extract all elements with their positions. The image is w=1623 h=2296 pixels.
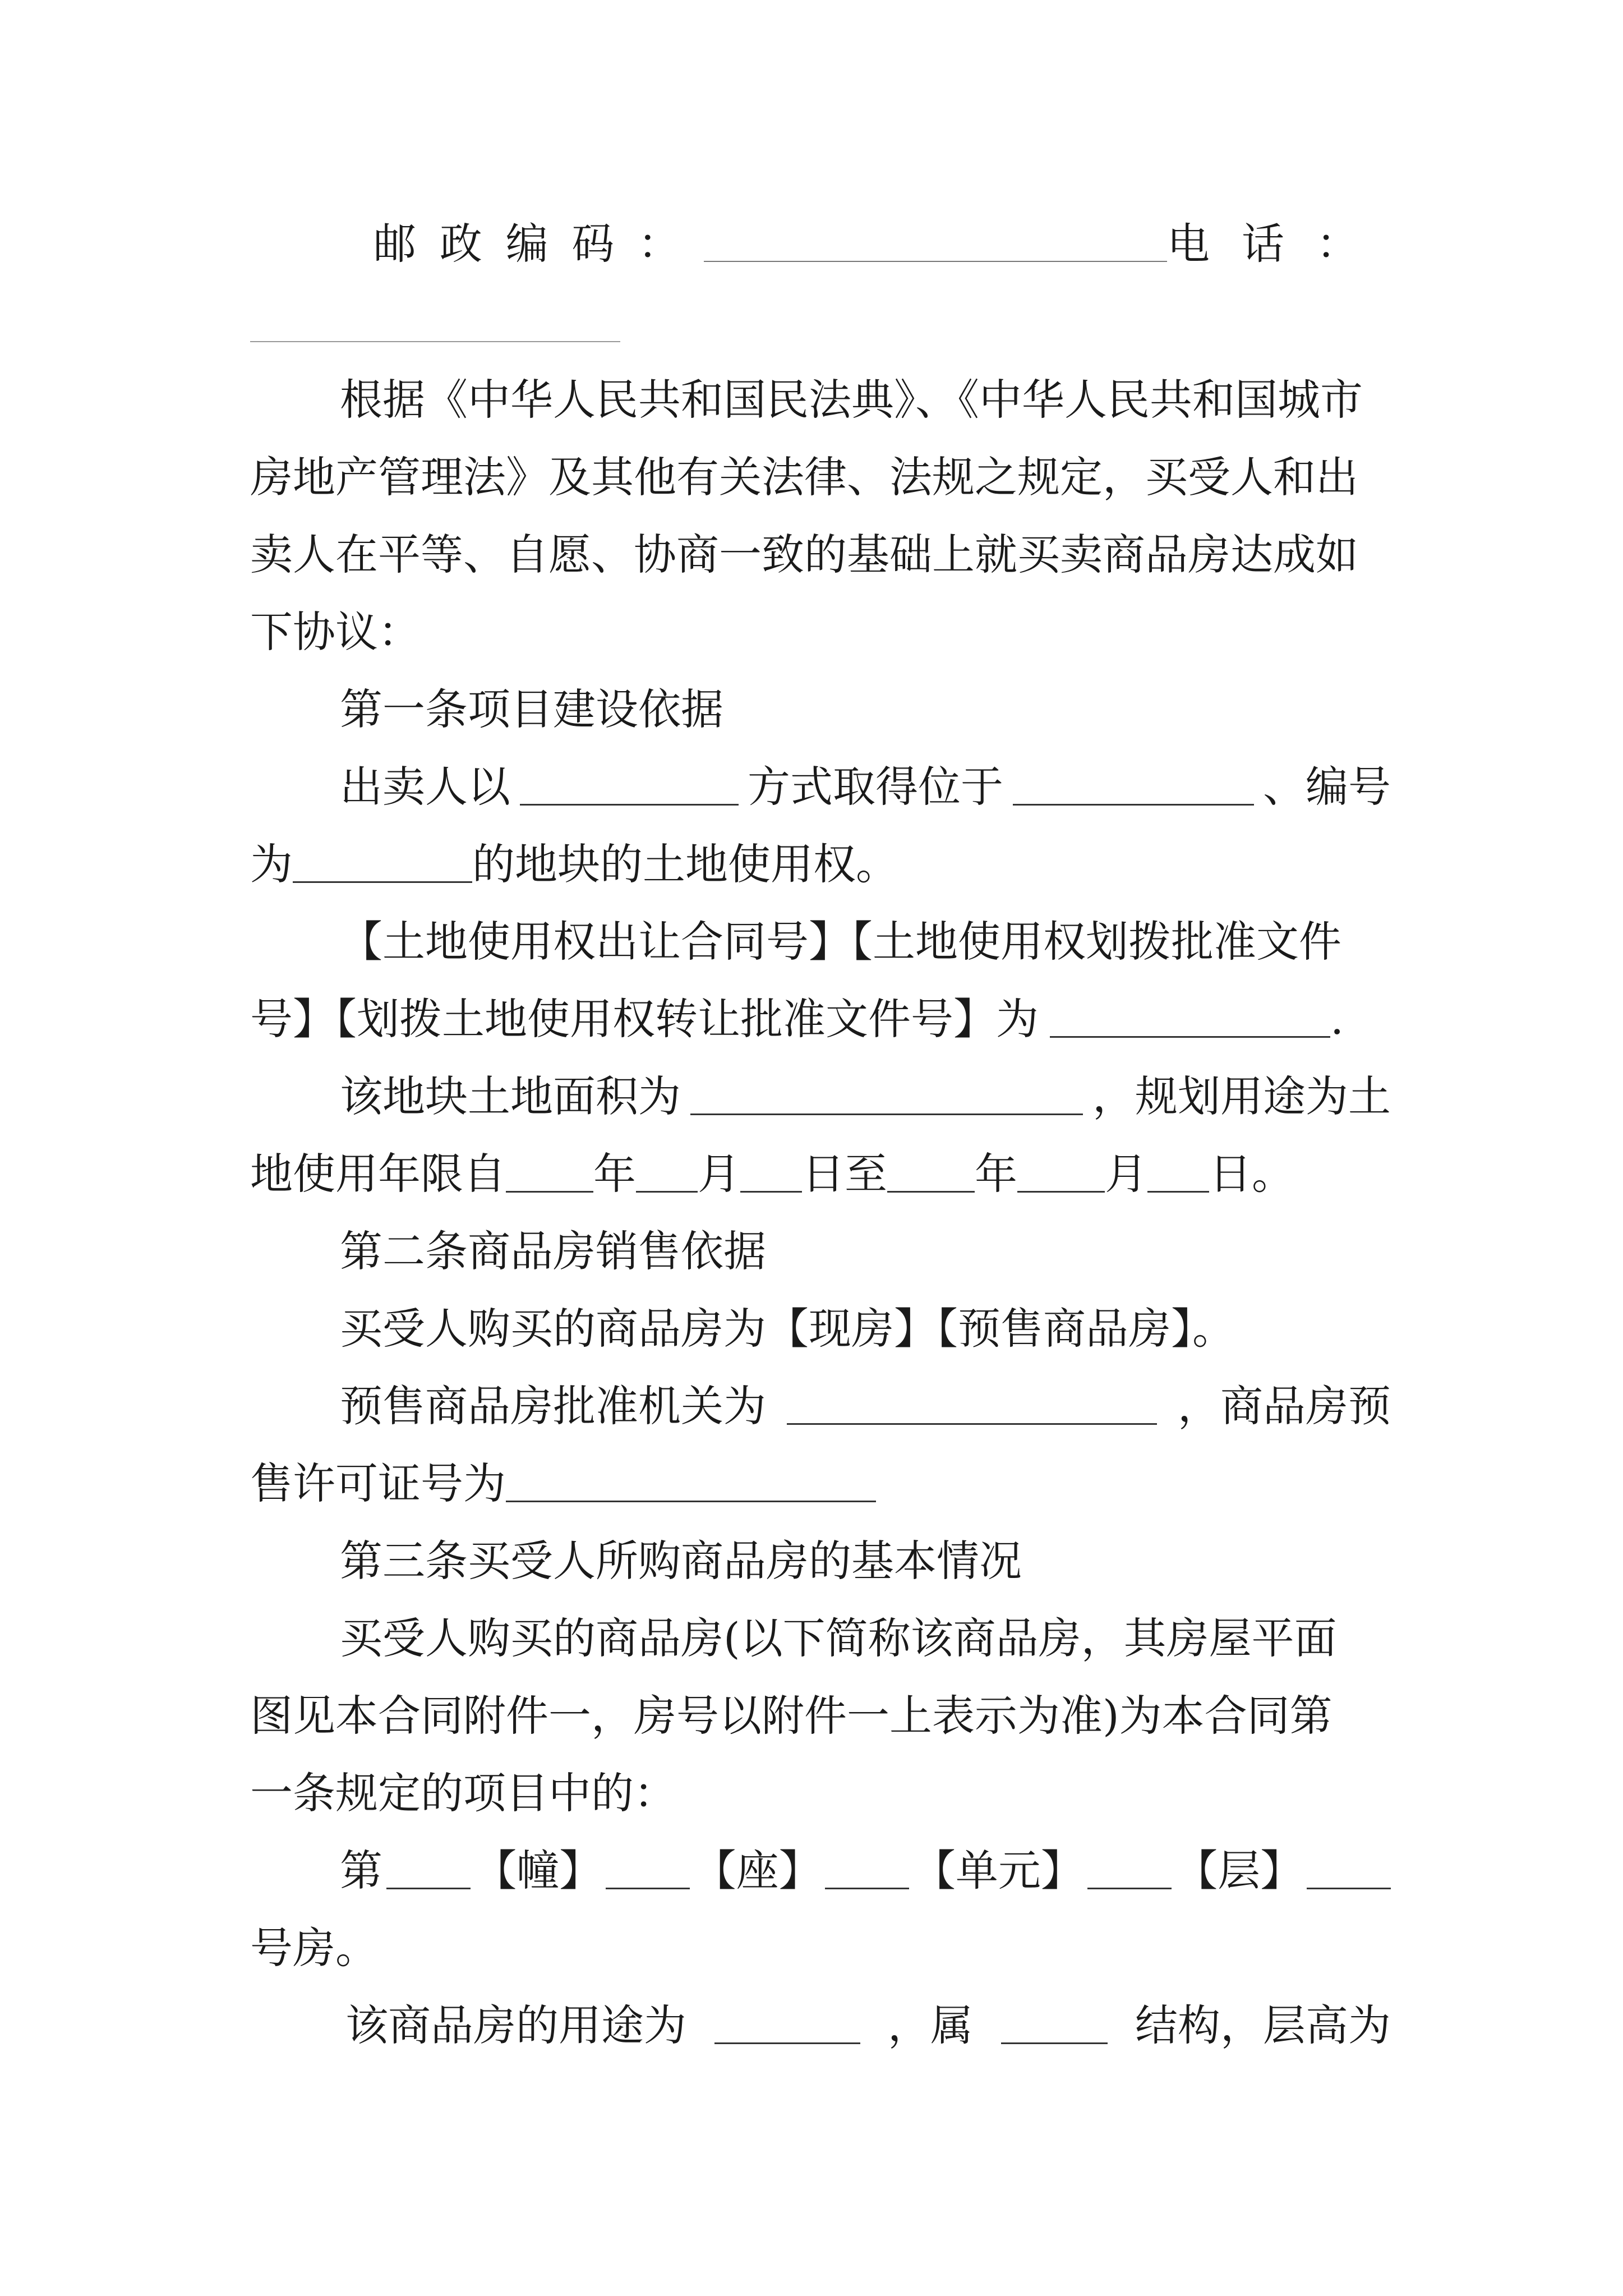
article-1-title-text: 第一条项目建设依据 [340,684,723,734]
article-3-text-3: 一条规定的项目中的： [250,1768,676,1818]
start-day-blank [740,1156,802,1193]
article-1-plot-line [250,822,1391,907]
house-type-text: 买受人购买的商品房为【现房】【预售商品房】。 [340,1304,1235,1354]
land-acquire-prefix: 出卖人以 [340,762,510,812]
article-3-use-line [345,1984,1391,2068]
article-3-title [340,1519,1391,1603]
planned-use-text: ，规划用途为土 [1092,1071,1391,1121]
block-label: 【座】 [693,1846,822,1895]
house-use-blank [714,2008,860,2044]
preamble-line-1 [340,358,1391,442]
article-3-line-2 [250,1674,1391,1758]
land-number-prefix: 、编号 [1263,762,1391,812]
unit-prefix: 第 [340,1846,382,1895]
end-year-label: 年 [975,1149,1017,1199]
unit-blank [825,1853,909,1889]
article-2-house-type-line [340,1287,1391,1371]
article-3-text-2: 图见本合同附件一，房号以附件一上表示为准)为本合同第 [250,1691,1332,1741]
room-number-suffix: 号房。 [250,1923,378,1973]
preamble-text-2: 房地产管理法》及其他有关法律、法规之规定，买受人和出 [250,452,1358,502]
article-3-line-1 [340,1596,1391,1681]
end-year-blank [887,1156,975,1193]
end-month-blank [1017,1156,1105,1193]
phone-label: 电话： [1167,219,1391,269]
floor-height-prefix: 结构，层高为 [1135,2000,1391,2050]
end-day-blank [1147,1156,1209,1193]
article-1-title [340,668,1391,752]
structure-blank [1001,2008,1108,2044]
land-location-prefix: 方式取得位于 [748,762,1003,812]
start-day-label: 日至 [802,1149,887,1199]
transfer-approval-text: 号】【划拨土地使用权转让批准文件号】为 [250,994,1039,1044]
permit-number-blank [506,1466,876,1502]
article-3-room-line [250,1906,1391,1990]
article-2-title [340,1209,1391,1294]
building-label: 【幢】 [474,1846,602,1895]
postal-code-label: 邮政编码： [374,219,704,269]
article-1-contract-line-1 [340,900,1391,984]
phone-blank [250,341,620,342]
period-mark: . [1330,994,1344,1044]
plot-number-blank [293,846,472,883]
land-area-blank [690,1079,1083,1115]
preamble-text-1: 根据《中华人民共和国民法典》、《中华人民共和国城市 [340,375,1363,425]
land-use-right-text: 的地块的土地使用权。 [472,839,898,889]
structure-prefix: ，属 [888,2000,973,2050]
article-3-text-1: 买受人购买的商品房(以下简称该商品房，其房屋平面 [340,1613,1337,1663]
article-1-term-line [250,1132,1391,1216]
permit-number-prefix: 售许可证号为 [250,1458,506,1508]
end-month-label: 月 [1105,1149,1147,1199]
article-2-permit-line [250,1442,1391,1526]
start-year-label: 年 [593,1149,636,1199]
start-month-blank [636,1156,698,1193]
preamble-line-4 [250,590,1391,674]
term-prefix: 地使用年限自 [250,1149,506,1199]
start-year-blank [506,1156,593,1193]
plot-number-prefix: 为 [250,839,293,889]
article-3-line-3 [250,1751,1391,1835]
preamble-line-3 [250,513,1391,597]
article-1-area-line [340,1055,1391,1139]
start-month-label: 月 [698,1149,740,1199]
article-2-authority-line [340,1364,1391,1448]
preamble-line-2 [250,435,1391,519]
presale-authority-blank [787,1388,1157,1425]
floor-label: 【层】 [1175,1846,1303,1895]
article-3-unit-line [340,1829,1391,1913]
contact-line [374,202,1391,286]
article-3-title-text: 第三条买受人所购商品房的基本情况 [340,1536,1022,1586]
contract-number-text: 【土地使用权出让合同号】【土地使用权划拨批准文件 [340,917,1341,967]
unit-label: 【单元】 [912,1846,1083,1895]
article-2-title-text: 第二条商品房销售依据 [340,1226,766,1276]
room-number-blank [1307,1853,1391,1889]
floor-blank [1087,1853,1172,1889]
land-area-prefix: 该地块土地面积为 [340,1071,681,1121]
land-location-blank [1013,769,1254,806]
acquisition-method-blank [520,769,739,806]
preamble-text-4: 下协议： [250,607,421,657]
building-blank [386,1853,471,1889]
presale-permit-prefix: ，商品房预 [1178,1381,1391,1431]
contract-number-blank [1050,1001,1330,1038]
presale-authority-prefix: 预售商品房批准机关为 [340,1381,766,1431]
block-blank [606,1853,690,1889]
end-day-label: 日。 [1209,1149,1294,1199]
article-1-land-line [340,745,1391,829]
article-1-contract-line-2 [250,977,1391,1061]
postal-code-blank [704,226,1167,262]
house-use-prefix: 该商品房的用途为 [345,2000,686,2050]
preamble-text-3: 卖人在平等、自愿、协商一致的基础上就买卖商品房达成如 [250,530,1358,579]
